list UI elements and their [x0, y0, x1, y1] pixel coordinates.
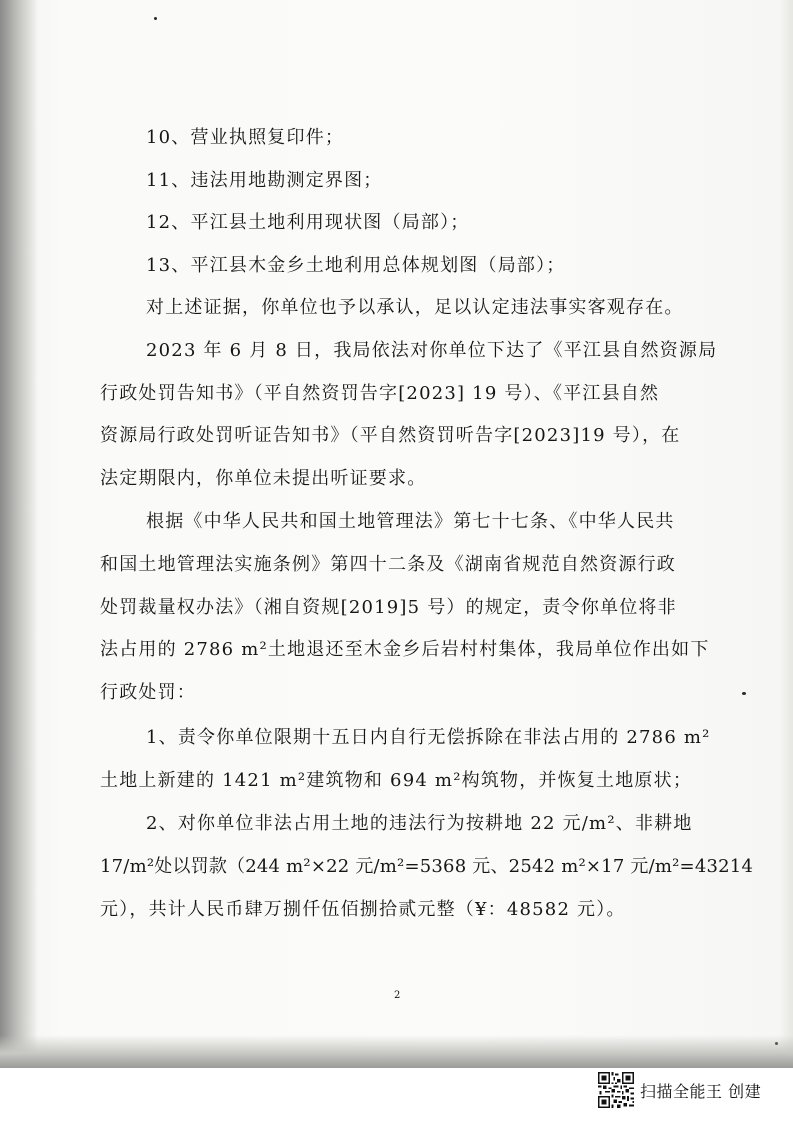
page-number: 2 [394, 990, 401, 1001]
paragraph-line: 处罚裁量权办法》（湘自资规[2019]5 号）的规定，责令你单位将非 [100, 597, 677, 618]
scan-speck [775, 1042, 778, 1045]
scan-bottom-edge-shadow [0, 1035, 793, 1068]
evidence-item-13: 13、平江县木金乡土地利用总体规划图（局部）； [146, 255, 566, 276]
paragraph-line: 和国土地管理法实施条例》第四十二条及《湖南省规范自然资源行政 [100, 554, 676, 575]
penalty-item-2: 2、对你单位非法占用土地的违法行为按耕地 22 元/m²、非耕地 [146, 813, 693, 834]
evidence-item-12: 12、平江县土地利用现状图（局部）； [146, 212, 470, 233]
scanner-watermark [598, 1070, 761, 1110]
paragraph-line: 土地上新建的 1421 m²建筑物和 694 m²构筑物，并恢复土地原状； [100, 770, 693, 791]
scan-speck [742, 692, 746, 695]
scan-left-edge-shadow [0, 0, 38, 1068]
evidence-item-10: 10、营业执照复印件； [146, 127, 345, 148]
paragraph-line: 资源局行政处罚听证告知书》（平自然资罚听告字[2023]19 号），在 [100, 425, 681, 446]
paragraph-line: 法占用的 2786 m²土地退还至木金乡后岩村村集体，我局单位作出如下 [100, 639, 710, 660]
paragraph-line: 行政处罚： [100, 682, 196, 703]
paragraph-line: 法定期限内，你单位未提出听证要求。 [100, 468, 427, 489]
scan-speck [154, 17, 157, 20]
paragraph-line: 17/m²处以罚款（244 m²×22 元/m²=5368 元、2542 m²×17 元/m²=43214 [100, 856, 754, 877]
scan-right-edge-shadow [779, 0, 793, 1068]
evidence-item-11: 11、违法用地勘测定界图； [146, 170, 383, 191]
paragraph-line: 2023 年 6 月 8 日，我局依法对你单位下达了《平江县自然资源局 [146, 340, 718, 361]
paragraph-line: 根据《中华人民共和国土地管理法》第七十七条、《中华人民共 [146, 511, 675, 532]
paragraph-line: 元），共计人民币肆万捌仟伍佰捌拾贰元整（¥：48582 元）。 [100, 899, 626, 920]
penalty-item-1: 1、责令你单位限期十五日内自行无偿拆除在非法占用的 2786 m² [146, 727, 711, 748]
qr-code-icon [598, 1072, 634, 1108]
paragraph-line: 行政处罚告知书》（平自然资罚告字[2023] 19 号）、《平江县自然 [100, 383, 660, 404]
watermark-label: 扫描全能王 创建 [640, 1081, 762, 1101]
paragraph-line: 对上述证据，你单位也予以承认，足以认定违法事实客观存在。 [146, 297, 684, 318]
